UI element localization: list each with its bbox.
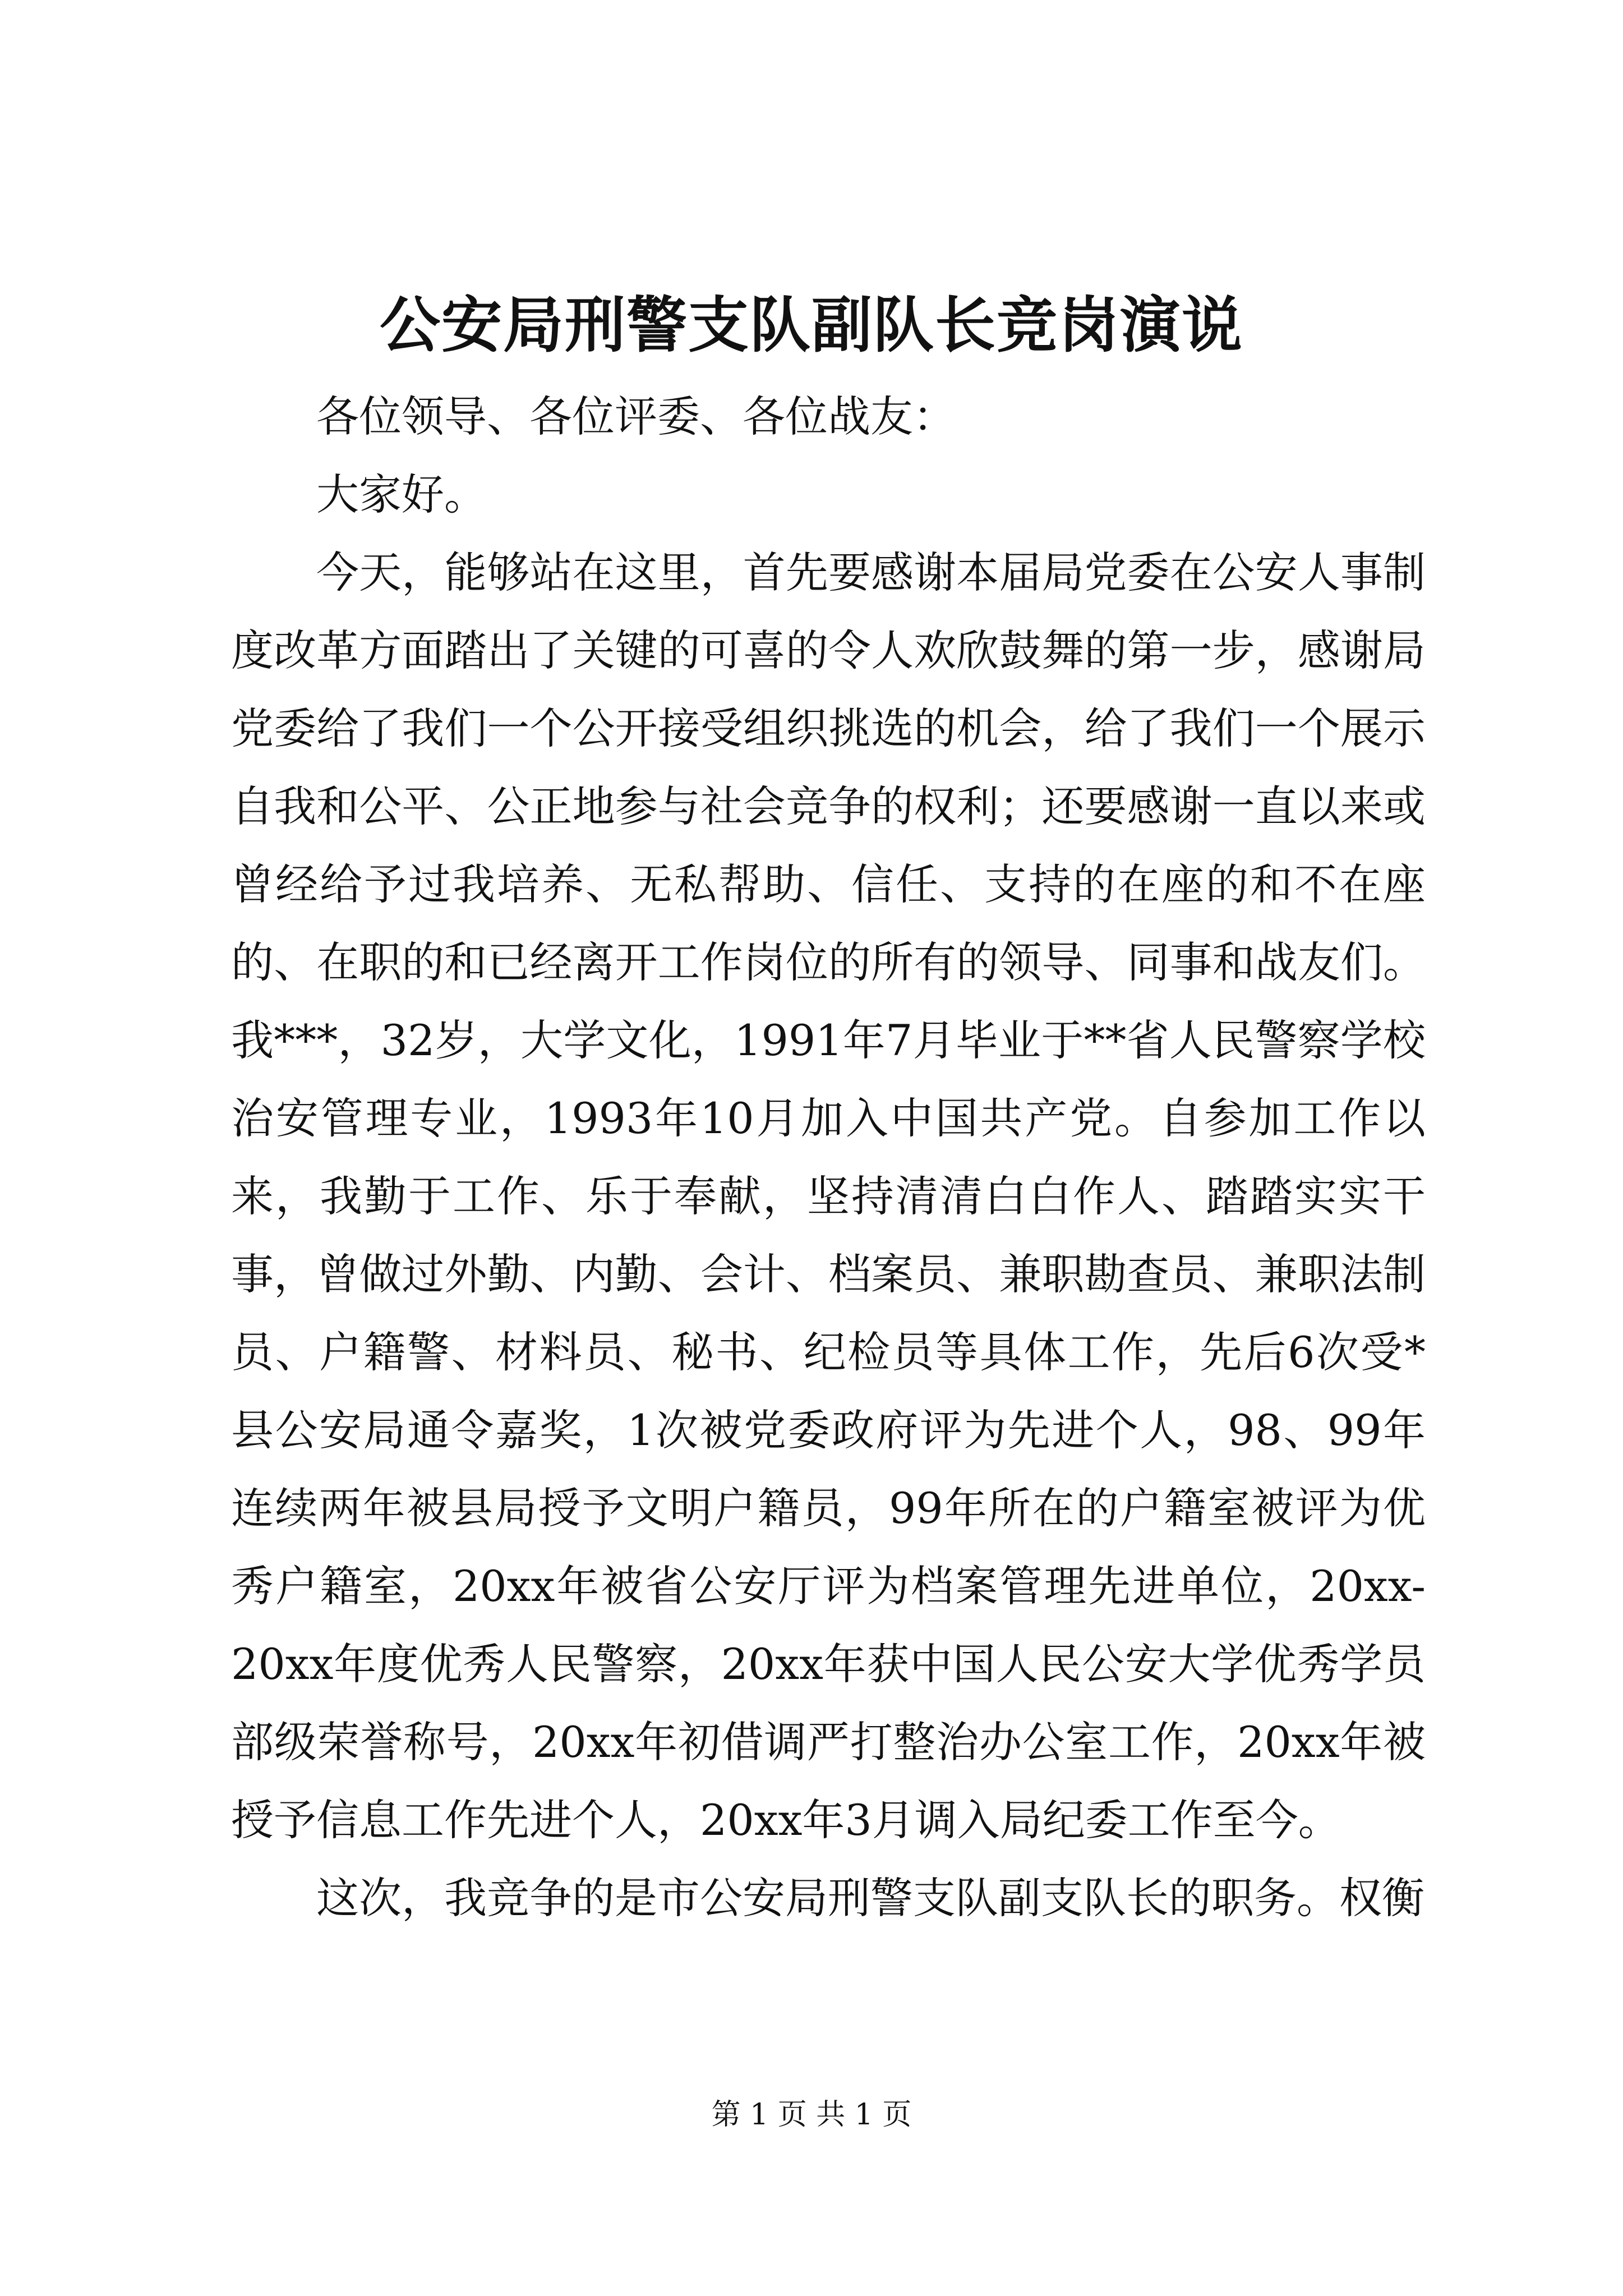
paragraph-2: 这次，我竞争的是市公安局刑警支队副支队长的职务。权衡 [316, 1873, 1424, 1923]
document-body [231, 378, 1426, 1937]
salutation: 各位领导、各位评委、各位战友： [316, 392, 956, 441]
paragraph-1: 今天，能够站在这里，首先要感谢本届局党委在公安人事制度改革方面踏出了关键的可喜的令人欢欣鼓舞的第一步，感谢局党委给了我们一个公开接受组织挑选的机会，给了我们一个展示自我和公平、公正地参与社会竞争的权利；还要感谢一直以来或曾经给予过我培养、无私帮助、信任、支持的在座的和不在座的、在职的和已经离开工作岗位的所有的领导、同事和战友们。我***，32岁，大学文化，1991年7月毕业于**省人民警察学校治安管理专业，1993年10月加入中国共产党。自参加工作以来，我勤于工作、乐于奉献，坚持清清白白作人、踏踏实实干事，曾做过外勤、内勤、会计、档案员、兼职勘查员、兼职法制员、户籍警、材料员、秘书、纪检员等具体工作，先后6次受*县公安局通令嘉奖，1次被党委政府评为先进个人，98、99年连续两年被县局授予文明户籍员，99年所在的户籍室被评为优秀户籍室，20xx年被省公安厅评为档案管理先进单位，20xx-20xx年度优秀人民警察，20xx年获中国人民公安大学优秀学员部级荣誉称号，20xx年初借调严打整治办公室工作，20xx年被授予信息工作先进个人，20xx年3月调入局纪委工作至今。 [231, 547, 1426, 1845]
page-footer: 第 1 页 共 1 页 [711, 2098, 912, 2132]
greeting: 大家好。 [316, 470, 487, 519]
document-title: 公安局刑警支队副队长竞岗演说 [379, 290, 1243, 361]
